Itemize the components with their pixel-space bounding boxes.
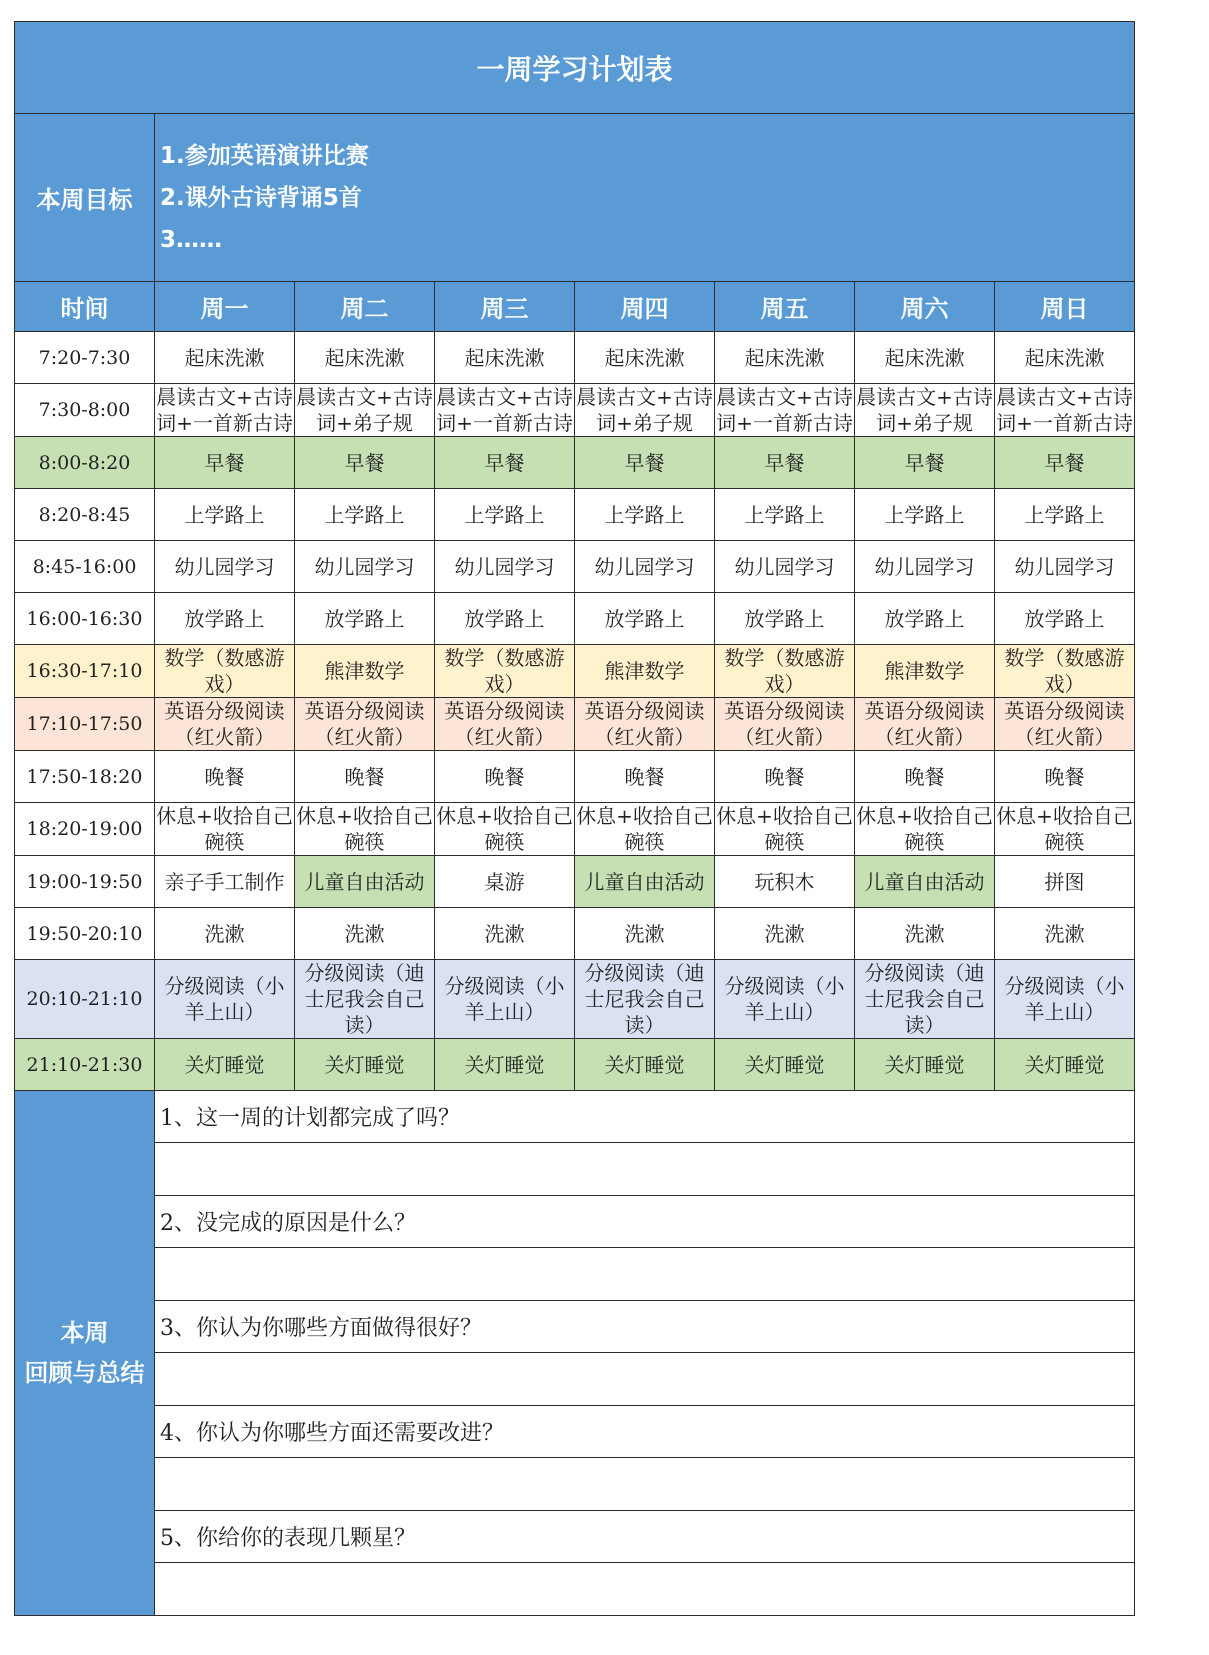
activity-cell: 桌游 (435, 856, 575, 908)
activity-cell: 晨读古文+古诗词+弟子规 (296, 385, 433, 435)
activity-cell: 关灯睡觉 (155, 1039, 295, 1091)
time-slot: 17:50-18:20 (15, 751, 155, 803)
time-slot: 21:10-21:30 (15, 1039, 155, 1091)
activity-cell: 幼儿园学习 (435, 541, 575, 593)
review-question-row (15, 1406, 1135, 1458)
activity-cell: 放学路上 (575, 593, 715, 645)
activity-cell: 儿童自由活动 (855, 856, 995, 908)
review-question-row (15, 1196, 1135, 1248)
review-answer-field[interactable] (155, 1353, 1135, 1406)
time-column-header: 时间 (15, 282, 155, 332)
activity-cell: 放学路上 (715, 593, 855, 645)
activity-cell: 晚餐 (155, 751, 295, 803)
activity-cell: 晚餐 (715, 751, 855, 803)
review-answer-field[interactable] (155, 1143, 1135, 1196)
schedule-row (15, 593, 1135, 645)
activity-cell: 上学路上 (995, 489, 1135, 541)
activity-cell: 洗漱 (995, 908, 1135, 960)
activity-cell: 关灯睡觉 (575, 1039, 715, 1091)
activity-cell: 分级阅读（小羊上山） (155, 960, 295, 1039)
activity-cell: 幼儿园学习 (995, 541, 1135, 593)
page-title: 一周学习计划表 (15, 22, 1135, 114)
activity-cell: 数学（数感游戏） (715, 645, 855, 698)
schedule-row (15, 803, 1135, 856)
activity-cell: 晚餐 (855, 751, 995, 803)
time-slot: 16:30-17:10 (15, 645, 155, 698)
activity-cell: 分级阅读（迪士尼我会自己读） (575, 960, 715, 1039)
activity-cell: 数学（数感游戏） (155, 645, 295, 698)
activity-cell: 晨读古文+古诗词+一首新古诗 (156, 385, 293, 435)
activity-cell: 早餐 (855, 437, 995, 489)
activity-cell: 晚餐 (295, 751, 435, 803)
activity-cell: 晚餐 (435, 751, 575, 803)
activity-cell: 放学路上 (155, 593, 295, 645)
time-slot: 7:30-8:00 (15, 384, 155, 437)
goals-label: 本周目标 (15, 114, 155, 282)
activity-cell: 幼儿园学习 (855, 541, 995, 593)
time-slot: 19:00-19:50 (15, 856, 155, 908)
activity-cell: 分级阅读（迪士尼我会自己读） (295, 960, 435, 1039)
activity-cell: 洗漱 (855, 908, 995, 960)
activity-cell: 数学（数感游戏） (995, 645, 1135, 698)
schedule-row (15, 489, 1135, 541)
activity-cell: 放学路上 (435, 593, 575, 645)
review-answer-row (15, 1563, 1135, 1616)
activity-cell: 关灯睡觉 (995, 1039, 1135, 1091)
activity-cell: 晨读古文+古诗词+弟子规 (576, 385, 713, 435)
time-slot: 19:50-20:10 (15, 908, 155, 960)
activity-cell: 关灯睡觉 (295, 1039, 435, 1091)
activity-cell: 洗漱 (295, 908, 435, 960)
schedule-row (15, 1039, 1135, 1091)
activity-cell: 分级阅读（小羊上山） (715, 960, 855, 1039)
activity-cell: 玩积木 (715, 856, 855, 908)
activity-cell: 休息+收拾自己碗筷 (296, 804, 433, 854)
activity-cell: 英语分级阅读（红火箭） (575, 698, 715, 751)
activity-cell: 上学路上 (855, 489, 995, 541)
activity-cell: 晨读古文+古诗词+一首新古诗 (996, 385, 1133, 435)
activity-cell: 上学路上 (435, 489, 575, 541)
activity-cell: 上学路上 (575, 489, 715, 541)
activity-cell: 关灯睡觉 (435, 1039, 575, 1091)
activity-cell: 幼儿园学习 (155, 541, 295, 593)
activity-cell: 早餐 (995, 437, 1135, 489)
review-answer-field[interactable] (155, 1248, 1135, 1301)
time-slot: 20:10-21:10 (15, 960, 155, 1039)
day-header-fri: 周五 (715, 282, 855, 332)
activity-cell: 起床洗漱 (995, 332, 1135, 384)
goal-item: 3…… (160, 226, 223, 253)
activity-cell: 休息+收拾自己碗筷 (856, 804, 993, 854)
activity-cell: 英语分级阅读（红火箭） (155, 698, 295, 751)
activity-cell: 儿童自由活动 (575, 856, 715, 908)
activity-cell: 放学路上 (995, 593, 1135, 645)
review-question: 3、你认为你哪些方面做得很好？ (155, 1301, 1135, 1353)
schedule-row (15, 541, 1135, 593)
activity-cell: 儿童自由活动 (295, 856, 435, 908)
day-header-sun: 周日 (995, 282, 1135, 332)
day-header-wed: 周三 (435, 282, 575, 332)
review-answer-field[interactable] (155, 1458, 1135, 1511)
time-slot: 8:45-16:00 (15, 541, 155, 593)
activity-cell: 分级阅读（小羊上山） (435, 960, 575, 1039)
time-slot: 16:00-16:30 (15, 593, 155, 645)
goals-list (155, 114, 1135, 282)
activity-cell: 早餐 (435, 437, 575, 489)
activity-cell: 英语分级阅读（红火箭） (435, 698, 575, 751)
activity-cell: 休息+收拾自己碗筷 (576, 804, 713, 854)
activity-cell: 休息+收拾自己碗筷 (156, 804, 293, 854)
activity-cell: 早餐 (295, 437, 435, 489)
review-answer-row (15, 1353, 1135, 1406)
review-question-row (15, 1511, 1135, 1563)
activity-cell: 幼儿园学习 (715, 541, 855, 593)
review-answer-row (15, 1248, 1135, 1301)
schedule-row (15, 856, 1135, 908)
schedule-row (15, 645, 1135, 698)
activity-cell: 起床洗漱 (715, 332, 855, 384)
activity-cell: 早餐 (715, 437, 855, 489)
activity-cell: 上学路上 (715, 489, 855, 541)
activity-cell: 洗漱 (435, 908, 575, 960)
activity-cell: 放学路上 (295, 593, 435, 645)
activity-cell: 休息+收拾自己碗筷 (436, 804, 573, 854)
activity-cell: 洗漱 (575, 908, 715, 960)
day-header-tue: 周二 (295, 282, 435, 332)
schedule-row (15, 437, 1135, 489)
activity-cell: 英语分级阅读（红火箭） (855, 698, 995, 751)
activity-cell: 休息+收拾自己碗筷 (716, 804, 853, 854)
weekly-plan-table (14, 21, 1135, 1616)
activity-cell: 起床洗漱 (575, 332, 715, 384)
activity-cell: 幼儿园学习 (295, 541, 435, 593)
activity-cell: 晨读古文+古诗词+弟子规 (856, 385, 993, 435)
time-slot: 7:20-7:30 (15, 332, 155, 384)
review-question: 2、没完成的原因是什么？ (155, 1196, 1135, 1248)
schedule-row (15, 384, 1135, 437)
activity-cell: 英语分级阅读（红火箭） (995, 698, 1135, 751)
activity-cell: 幼儿园学习 (575, 541, 715, 593)
activity-cell: 关灯睡觉 (855, 1039, 995, 1091)
activity-cell: 分级阅读（小羊上山） (995, 960, 1135, 1039)
schedule-row (15, 908, 1135, 960)
activity-cell: 数学（数感游戏） (435, 645, 575, 698)
activity-cell: 熊津数学 (295, 645, 435, 698)
goal-item: 2.课外古诗背诵5首 (160, 184, 362, 211)
review-question: 4、你认为你哪些方面还需要改进？ (155, 1406, 1135, 1458)
time-slot: 17:10-17:50 (15, 698, 155, 751)
activity-cell: 晨读古文+古诗词+一首新古诗 (716, 385, 853, 435)
activity-cell: 起床洗漱 (855, 332, 995, 384)
day-header-sat: 周六 (855, 282, 995, 332)
activity-cell: 洗漱 (715, 908, 855, 960)
activity-cell: 熊津数学 (855, 645, 995, 698)
review-question-row (15, 1091, 1135, 1143)
activity-cell: 亲子手工制作 (155, 856, 295, 908)
review-question: 5、你给你的表现几颗星？ (155, 1511, 1135, 1563)
day-header-mon: 周一 (155, 282, 295, 332)
activity-cell: 上学路上 (155, 489, 295, 541)
goal-item: 1.参加英语演讲比赛 (160, 142, 369, 169)
activity-cell: 休息+收拾自己碗筷 (996, 804, 1133, 854)
activity-cell: 放学路上 (855, 593, 995, 645)
time-slot: 18:20-19:00 (15, 803, 155, 856)
schedule-row (15, 751, 1135, 803)
activity-cell: 晚餐 (575, 751, 715, 803)
review-label-line: 回顾与总结 (24, 1359, 145, 1387)
activity-cell: 晨读古文+古诗词+一首新古诗 (436, 385, 573, 435)
activity-cell: 起床洗漱 (435, 332, 575, 384)
review-answer-row (15, 1458, 1135, 1511)
activity-cell: 起床洗漱 (155, 332, 295, 384)
day-header-thu: 周四 (575, 282, 715, 332)
review-answer-field[interactable] (155, 1563, 1135, 1616)
review-question: 1、这一周的计划都完成了吗？ (155, 1091, 1135, 1143)
activity-cell: 上学路上 (295, 489, 435, 541)
activity-cell: 英语分级阅读（红火箭） (295, 698, 435, 751)
activity-cell: 拼图 (995, 856, 1135, 908)
review-label (15, 1091, 155, 1616)
review-label-line: 本周 (60, 1319, 109, 1347)
schedule-row (15, 960, 1135, 1039)
review-question-row (15, 1301, 1135, 1353)
schedule-row (15, 332, 1135, 384)
activity-cell: 洗漱 (155, 908, 295, 960)
activity-cell: 分级阅读（迪士尼我会自己读） (855, 960, 995, 1039)
activity-cell: 晚餐 (995, 751, 1135, 803)
time-slot: 8:00-8:20 (15, 437, 155, 489)
activity-cell: 起床洗漱 (295, 332, 435, 384)
time-slot: 8:20-8:45 (15, 489, 155, 541)
activity-cell: 英语分级阅读（红火箭） (715, 698, 855, 751)
activity-cell: 关灯睡觉 (715, 1039, 855, 1091)
review-answer-row (15, 1143, 1135, 1196)
activity-cell: 早餐 (155, 437, 295, 489)
activity-cell: 早餐 (575, 437, 715, 489)
schedule-row (15, 698, 1135, 751)
activity-cell: 熊津数学 (575, 645, 715, 698)
